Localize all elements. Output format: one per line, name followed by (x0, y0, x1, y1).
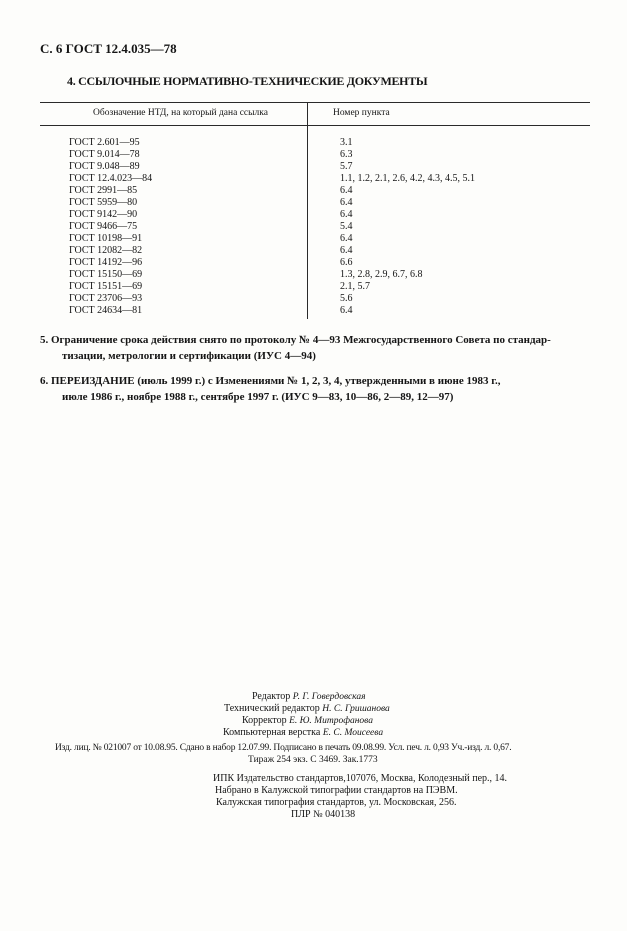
section-title: 4. ССЫЛОЧНЫЕ НОРМАТИВНО-ТЕХНИЧЕСКИЕ ДОКУМЕНТЫ (67, 74, 428, 88)
credit-editor (252, 691, 366, 702)
document-cell: ГОСТ 12082—82 (69, 245, 143, 256)
credit-label: Компьютерная верстка (223, 727, 321, 738)
clause-cell: 6.4 (340, 209, 353, 220)
clause-cell: 6.3 (340, 149, 353, 160)
table-top-rule (40, 102, 590, 103)
table-row (0, 293, 600, 305)
table-row (0, 173, 600, 185)
clause-cell: 3.1 (340, 137, 353, 148)
document-cell: ГОСТ 24634—81 (69, 305, 143, 316)
table-row (0, 233, 600, 245)
table-row (0, 221, 600, 233)
imprint-line: ПЛР № 040138 (291, 809, 356, 820)
document-cell: ГОСТ 14192—96 (69, 257, 143, 268)
credit-label: Корректор (242, 715, 287, 726)
clause-cell: 5.7 (340, 161, 353, 172)
credit-name: Е. Ю. Митрофанова (289, 716, 373, 726)
note-validity (40, 332, 600, 364)
clause-cell: 6.4 (340, 245, 353, 256)
clause-cell: 6.4 (340, 185, 353, 196)
table-row (0, 305, 600, 317)
document-cell: ГОСТ 15151—69 (69, 281, 143, 292)
document-cell: ГОСТ 23706—93 (69, 293, 143, 304)
print-run: Тираж 254 экз. С 3469. Зак.1773 (248, 755, 378, 765)
table-row (0, 257, 600, 269)
table-row (0, 149, 600, 161)
imprint-line: Набрано в Калужской типографии стандартов на ПЭВМ. (215, 785, 458, 796)
table-row (0, 245, 600, 257)
table-row (0, 161, 600, 173)
table-row (0, 281, 600, 293)
credit-label: Редактор (252, 691, 291, 702)
credit-layout (223, 727, 383, 738)
clause-cell: 5.4 (340, 221, 353, 232)
credit-label: Технический редактор (224, 703, 320, 714)
document-cell: ГОСТ 15150—69 (69, 269, 143, 280)
document-cell: ГОСТ 5959—80 (69, 197, 138, 208)
clause-cell: 6.4 (340, 233, 353, 244)
document-cell: ГОСТ 9.014—78 (69, 149, 140, 160)
table-header-rule (40, 125, 590, 126)
document-cell: ГОСТ 9142—90 (69, 209, 138, 220)
credit-name: Р. Г. Говердовская (292, 692, 366, 702)
credit-name: Е. С. Моисеева (322, 728, 384, 738)
document-cell: ГОСТ 9.048—89 (69, 161, 140, 172)
document-cell: ГОСТ 9466—75 (69, 221, 138, 232)
document-cell: ГОСТ 2.601—95 (69, 137, 140, 148)
note-line: июле 1986 г., ноябре 1988 г., сентябре 1997 г. (ИУС 9—83, 10—86, 2—89, 12—97) (62, 391, 454, 403)
note-line: 6. ПЕРЕИЗДАНИЕ (июль 1999 г.) с Изменениями № 1, 2, 3, 4, утвержденными в июне 1983 г., (40, 375, 501, 387)
credit-name: Н. С. Гришанова (322, 704, 390, 714)
table-row (0, 209, 600, 221)
table-row (0, 197, 600, 209)
column-header-document: Обозначение НТД, на который дана ссылка (93, 108, 268, 118)
publication-data: Изд. лиц. № 021007 от 10.08.95. Сдано в набор 12.07.99. Подписано в печать 09.08.99. Усл. печ. л. 0,93 Уч.-изд. л. 0,67. (55, 743, 512, 753)
clause-cell: 6.4 (340, 197, 353, 208)
clause-cell: 6.6 (340, 257, 353, 268)
column-header-clause: Номер пункта (333, 108, 390, 118)
document-cell: ГОСТ 12.4.023—84 (69, 173, 153, 184)
clause-cell: 1.3, 2.8, 2.9, 6.7, 6.8 (340, 269, 423, 280)
table-row (0, 137, 600, 149)
credit-proofreader (242, 715, 373, 726)
note-reissue (40, 373, 600, 405)
document-cell: ГОСТ 2991—85 (69, 185, 138, 196)
table-row (0, 185, 600, 197)
clause-cell: 1.1, 1.2, 2.1, 2.6, 4.2, 4.3, 4.5, 5.1 (340, 173, 475, 184)
imprint-line: ИПК Издательство стандартов,107076, Москва, Колодезный пер., 14. (213, 773, 508, 784)
page-header: С. 6 ГОСТ 12.4.035—78 (40, 41, 177, 56)
imprint-line: Калужская типография стандартов, ул. Московская, 256. (216, 797, 457, 808)
clause-cell: 6.4 (340, 305, 353, 316)
clause-cell: 5.6 (340, 293, 353, 304)
clause-cell: 2.1, 5.7 (340, 281, 370, 292)
note-line: тизации, метрологии и сертификации (ИУС 4—94) (62, 350, 316, 362)
note-line: 5. Ограничение срока действия снято по протоколу № 4—93 Межгосударственного Совета по стандар- (40, 334, 551, 346)
document-cell: ГОСТ 10198—91 (69, 233, 143, 244)
credit-tech-editor (224, 703, 390, 714)
table-row (0, 269, 600, 281)
